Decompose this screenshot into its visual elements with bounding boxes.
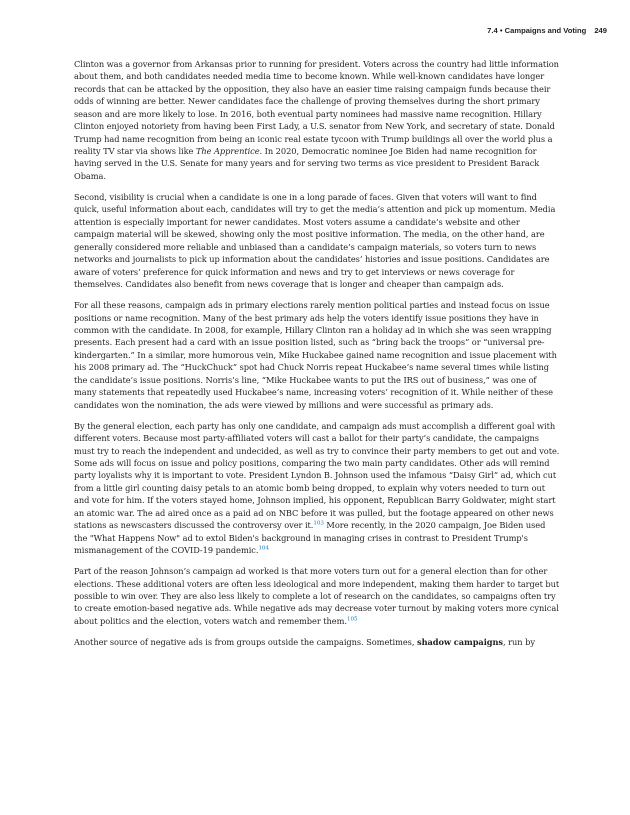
paragraph-6: Another source of negative ads is from groups outside the campaigns. Sometimes, shadow campaigns, run by [74, 637, 535, 648]
paragraph-5: Part of the reason Johnson’s campaign ad worked is that more voters turn out for a general election than for other elections. These additional voters are often less ideological and more independent, making them harder to target but possible to win over. They are also less likely to complete a lot of research on the candidates, so campaigns often try to create emotion-based negative ads. While negative ads may decrease voter turnout by making voters more cynical about politics and the election, voters watch and remember them.$^{105}$ [74, 566, 560, 626]
footnote-link-103[interactable]: 103 [313, 520, 324, 527]
section-title: 7.4 • Campaigns and Voting [487, 26, 587, 35]
footnote-link-105[interactable]: 105 [346, 616, 358, 623]
running-header [487, 26, 607, 35]
paragraph-2: Second, visibility is crucial when a candidate is one in a long parade of faces. Given that voters will want to find quick, useful information about each, candidates will try to get the media’s attention and pick up momentum. Media attention is especially important for newer candidates. Most voters assume a candidate’s website and other campaign material will be skewed, showing only the most positive information. The media, on the other hand, are generally considered more reliable and unbiased than a candidate’s campaign materials, so voters turn to news networks and journalists to pick up information about the candidates’ histories and issue positions. Candidates are aware of voters’ preference for quick information and news and try to get interviews or news coverage for themselves. Candidates also benefit from news coverage that is longer and cheaper than campaign ads. [74, 192, 556, 289]
key-term: shadow campaigns [416, 637, 504, 648]
body-text [74, 58, 560, 657]
page-number: 249 [594, 26, 607, 35]
paragraph-4: By the general election, each party has only one candidate, and campaign ads must accomplish a different goal with different voters. Because most party-affiliated voters will cast a ballot for their party’s candidate, the campaigns must try to reach the independent and undecided, as well as try to convince their party members to get out and vote. Some ads will focus on issue and policy positions, comparing the two main party candidates. Other ads will remind party loyalists why it is important to vote. President Lyndon B. Johnson used the infamous “Daisy Girl” ad, which cut from a little girl counting daisy petals to an atomic bomb being dropped, to explain why voters needed to turn out and vote for him. If the voters stayed home, Johnson implied, his opponent, Republican Barry Goldwater, might start an atomic war. The ad aired once as a paid ad on NBC before it was pulled, but the footage appeared on other news stations as newscasters discussed the controversy over it.$^{103}$ More recently, in the 2020 campaign, Joe Biden used the "What Happens Now" ad to extol Biden's background in managing crises in contrast to President Trump's mismanagement of the COVID-19 pandemic.$^{104}$ [74, 420, 560, 555]
paragraph-3: For all these reasons, campaign ads in primary elections rarely mention political parties and instead focus on issue positions or name recognition. Many of the best primary ads help the voters identify issue positions they have in common with the candidate. In 2008, for example, Hillary Clinton ran a holiday ad in which she was seen wrapping presents. Each present had a card with an issue position listed, such as “bring back the troops” or “universal pre-kindergarten.” In a similar, more humorous vein, Mike Huckabee gained name recognition and issue placement with his 2008 primary ad. The “HuckChuck” spot had Chuck Norris repeat Huckabee’s name several times while listing the candidate’s issue positions. Norris’s line, “Mike Huckabee wants to put the IRS out of business,” was one of many statements that repeatedly used Huckabee’s name, increasing voters’ recognition of it. While neither of these candidates won the nomination, the ads were viewed by millions and were successful as primary ads. [74, 300, 557, 410]
show-title: The Apprentice [195, 145, 260, 156]
paragraph-1: Clinton was a governor from Arkansas prior to running for president. Voters across the country had little information about them, and both candidates needed media time to become known. While well-known candidates have longer records that can be attacked by the opposition, they also have an easier time raising campaign funds because their odds of winning are better. Newer candidates face the challenge of proving themselves during the short primary season and are more likely to lose. In 2016, both eventual party nominees had massive name recognition. Hillary Clinton enjoyed notoriety from having been First Lady, a U.S. senator from New York, and secretary of state. Donald Trump had name recognition from being an iconic real estate tycoon with Trump buildings all over the world plus a reality TV star via shows like The Apprentice. In 2020, Democratic nominee Joe Biden had name recognition for having served in the U.S. Senate for many years and for serving two terms as vice president to President Barack Obama. [74, 59, 559, 181]
footnote-link-104[interactable]: 104 [258, 545, 269, 552]
